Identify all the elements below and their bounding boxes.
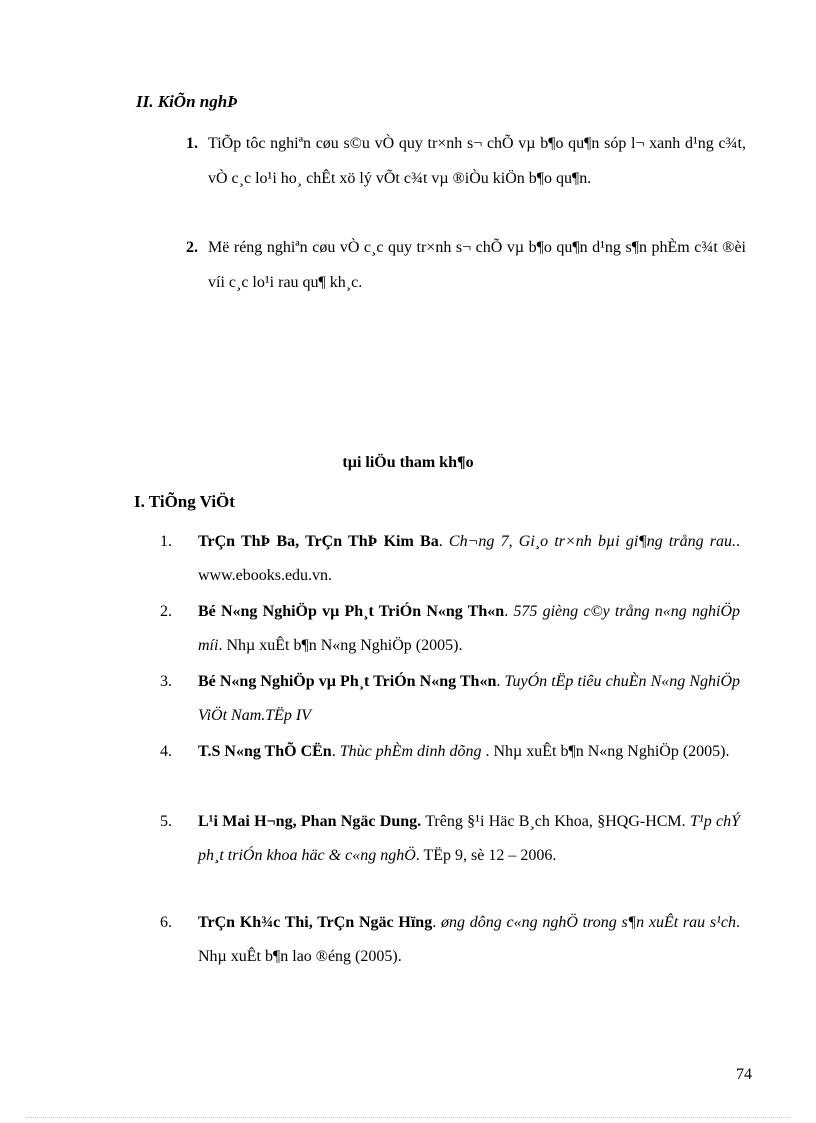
reference-author: Bé N«ng NghiÖp vµ Ph¸t TriÓn N«ng Th«n [198,673,497,690]
reference-item [160,525,740,593]
reference-title: øng dông c«ng nghÖ trong s¶n xuÊt rau s¹ch [440,914,737,931]
reference-title: 575 gièng c©y trång n«ng nghiÖp míi [198,603,741,654]
reference-author: T.S N«ng ThÕ CËn [198,743,332,760]
page-number: 74 [736,1066,752,1083]
reference-item [160,665,740,733]
reference-number: 1. [160,533,172,550]
references-section-heading: I. TiÕng ViÖt [134,492,235,511]
reference-publisher: . Nhµ xuÊt b¶n lao ®éng (2005). [198,914,741,965]
list-item [186,230,746,300]
page-bottom-divider [26,1117,790,1118]
reference-item [160,805,740,873]
reference-publisher: . www.ebooks.edu.vn. [198,533,741,584]
reference-journal: T¹p chÝ ph¸t triÓn khoa häc & c«ng nghÖ [198,813,741,864]
reference-title: Ch¬ng 7, Gi¸o tr×nh bµi gi¶ng trång rau. [448,533,737,550]
list-item [186,126,746,196]
reference-separator: . [331,743,340,760]
reference-separator: . [504,603,514,620]
reference-number: 2. [160,603,172,620]
reference-volume: . TËp 9, sè 12 – 2006. [415,847,557,864]
reference-author: TrÇn Kh¾c Thi, TrÇn Ngäc Hïng [198,914,433,931]
list-item-text: TiÕp tôc nghiªn cøu s©u vÒ quy tr×nh s¬ chÕ vµ b¶o qu¶n sóp l¬ xanh d¹ng c¾t, vÒ c¸c lo¹i ho¸ chÊt xö lý vÕt c¾t vµ ®iÒu kiÖn b¶o qu¶n. [208,135,746,187]
reference-author: L¹i Mai H¬ng, Phan Ngäc Dung. [198,813,422,830]
reference-number: 6. [160,914,172,931]
reference-publisher: . Nhµ xuÊt b¶n N«ng NghiÖp (2005). [481,743,730,760]
list-item-text: Më réng nghiªn cøu vÒ c¸c quy tr×nh s¬ chÕ vµ b¶o qu¶n d¹ng s¶n phÈm c¾t ®èi víi c¸c lo¹i rau qu¶ kh¸c. [208,239,746,291]
reference-number: 3. [160,673,172,690]
section-heading-kien-nghi: II. KiÕn nghÞ [136,92,238,111]
reference-author: TrÇn ThÞ Ba, TrÇn ThÞ Kim Ba [198,533,439,550]
reference-number: 5. [160,813,172,830]
reference-item [160,735,740,769]
list-item-number: 2. [186,239,198,256]
references-title: tµi liÖu tham kh¶o [342,454,474,471]
reference-title: Thùc phÈm dinh dõng [339,743,482,760]
reference-number: 4. [160,743,172,760]
reference-publisher: . Nhµ xuÊt b¶n N«ng NghiÖp (2005). [218,637,463,654]
list-item-number: 1. [186,135,198,152]
reference-separator: . [496,673,505,690]
reference-publisher: Trêng §¹i Häc B¸ch Khoa, §HQG-HCM. [425,813,690,830]
reference-author: Bé N«ng NghiÖp vµ Ph¸t TriÓn N«ng Th«n [198,603,505,620]
reference-item [160,595,740,663]
reference-separator: . [438,533,449,550]
reference-title: TuyÓn tËp tiêu chuÈn N«ng NghiÖp ViÖt Nam.TËp IV [198,673,740,724]
reference-separator: . [432,914,441,931]
reference-item [160,906,740,974]
